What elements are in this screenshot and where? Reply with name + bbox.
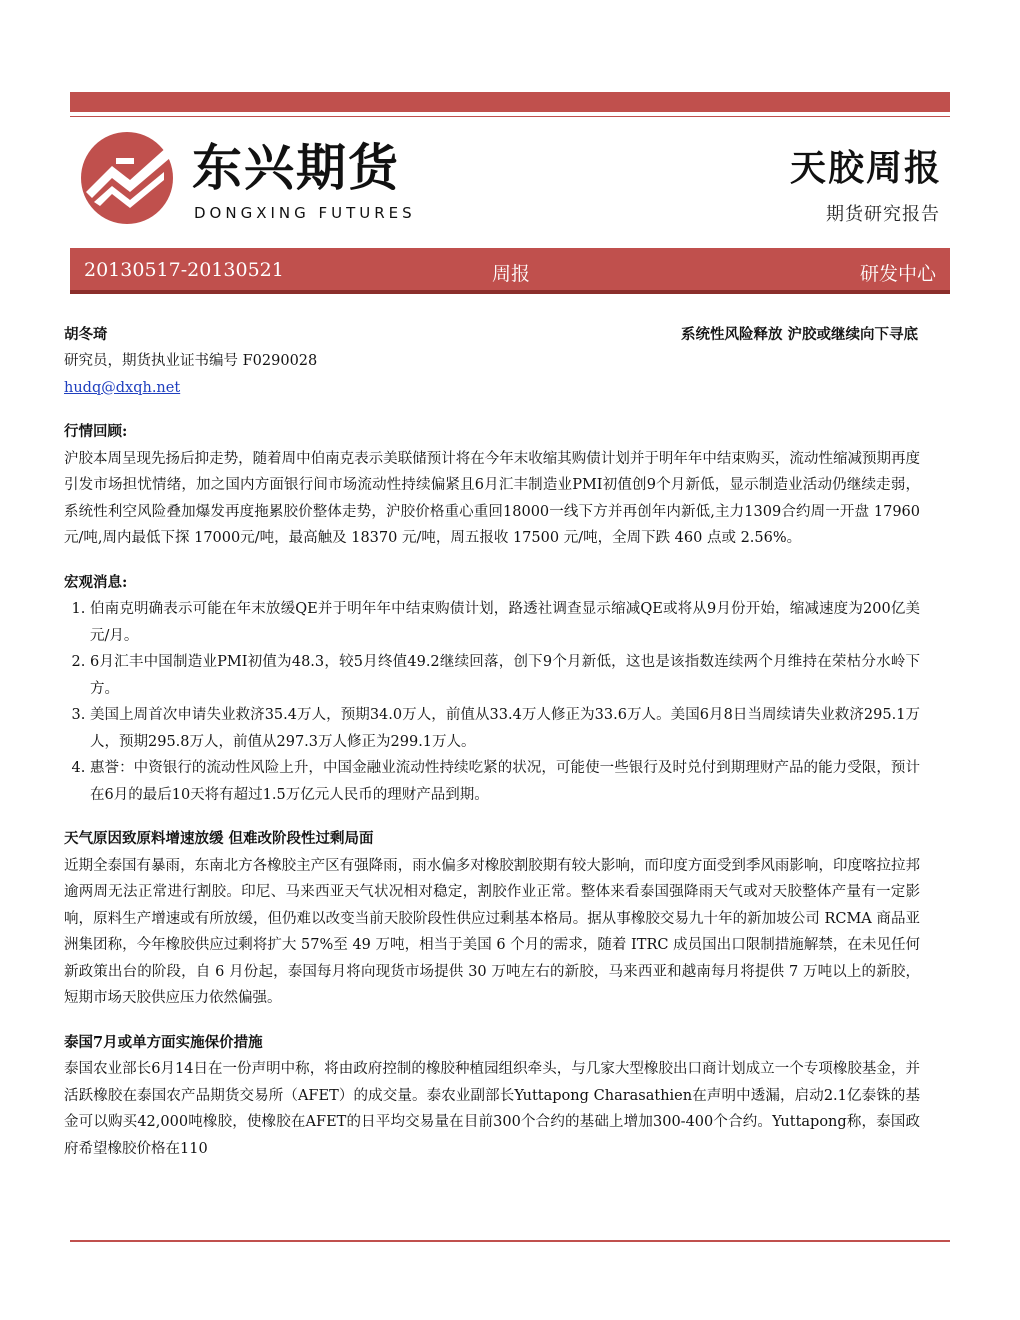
section-heading-macro: 宏观消息:: [64, 573, 128, 591]
list-item: 4. 惠誉：中资银行的流动性风险上升，中国金融业流动性持续吃紧的状况，可能使一些银行及时兑付到期理财产品的能力受限，预计在6月的最后10天将有超过1.5万亿元人民币的理财产品到期。: [90, 755, 920, 808]
author-title: 研究员，期货执业证书编号 F0290028: [64, 353, 318, 369]
report-department: 研发中心: [859, 263, 936, 285]
report-type: 周报: [492, 263, 531, 285]
info-band: [70, 248, 950, 294]
author-row: [64, 322, 920, 348]
macro-news-list: [64, 596, 920, 808]
list-item: 1. 伯南克明确表示可能在年末放缓QE并于明年年中结束购债计划，路透社调查显示缩减QE或将从9月份开始，缩减速度为200亿美元/月。: [90, 596, 920, 649]
header-top-rule: [70, 116, 950, 117]
dongxing-logo-icon: [72, 128, 182, 228]
author-name: 胡冬琦: [64, 326, 108, 343]
list-item: 2. 6月汇丰中国制造业PMI初值为48.3，较5月终值49.2继续回落，创下9个月新低，这也是该指数连续两个月维持在荣枯分水岭下方。: [90, 649, 920, 702]
report-title: 天胶周报: [789, 147, 942, 189]
logo-chinese-name: 东兴期货: [192, 139, 400, 197]
thailand-paragraph: 泰国农业部长6月14日在一份声明中称，将由政府控制的橡胶种植园组织牵头，与几家大型橡胶出口商计划成立一个专项橡胶基金，并活跃橡胶在泰国农产品期货交易所（AFET）的成交量。泰农业副部长Yuttapong Charasathien在声明中透漏，启动2.1亿泰铢的基金可以购买42,000吨橡胶，使橡胶在AFET的日平均交易量在目前300个合约的基础上增加300-400个合约。Yuttapong称，泰国政府希望橡胶价格在110: [64, 1061, 920, 1157]
report-date-range: 20130517-20130521: [84, 259, 284, 281]
report-subtitle: 期货研究报告: [826, 204, 940, 225]
list-item: 3. 美国上周首次申请失业救济35.4万人，预期34.0万人，前值从33.4万人修正为33.6万人。美国6月8日当周续请失业救济295.1万人，预期295.8万人，前值从297.3万人修正为299.1万人。: [90, 702, 920, 755]
section-heading-weather: 天气原因致原料增速放缓 但难改阶段性过剩局面: [64, 830, 374, 847]
author-email-link[interactable]: hudq@dxqh.net: [64, 379, 181, 396]
company-logo: [72, 128, 432, 228]
section-heading-thailand: 泰国7月或单方面实施保价措施: [64, 1033, 263, 1051]
header-top-bar: [70, 92, 950, 112]
logo-english-name: DONGXING FUTURES: [194, 204, 416, 222]
weather-paragraph: 近期全泰国有暴雨，东南北方各橡胶主产区有强降雨，雨水偏多对橡胶割胶期有较大影响，而印度方面受到季风雨影响，印度喀拉拉邦逾两周无法正常进行割胶。印尼、马来西亚天气状况相对稳定，割胶作业正常。整体来看泰国强降雨天气或对天胶整体产量有一定影响，原料生产增速或有所放缓，但仍难以改变当前天胶阶段性供应过剩基本格局。据从事橡胶交易九十年的新加坡公司 RCMA 商品亚洲集团称，今年橡胶供应过剩将扩大 57%至 49 万吨，相当于美国 6 个月的需求，随着 ITRC 成员国出口限制措施解禁，在未见任何新政策出台的阶段，自 6 月份起，泰国每月将向现货市场提供 30 万吨左右的新胶，马来西亚和越南每月将提供 7 万吨以上的新胶，短期市场天胶供应压力依然偏强。: [64, 857, 920, 1006]
review-paragraph: 沪胶本周呈现先扬后抑走势，随着周中伯南克表示美联储预计将在今年末收缩其购债计划并于明年年中结束购买，流动性缩减预期再度引发市场担忧情绪，加之国内方面银行间市场流动性持续偏紧且6月汇丰制造业PMI初值创9个月新低，显示制造业活动仍继续走弱，系统性利空风险叠加爆发再度拖累胶价整体走势，沪胶价格重心重回18000一线下方并再创年内新低,主力1309合约周一开盘 17960元/吨,周内最低下探 17000元/吨，最高触及 18370 元/吨，周五报收 17500 元/吨，全周下跌 460 点或 2.56%。: [64, 450, 920, 546]
footer-rule: [70, 1240, 950, 1242]
report-content: [64, 322, 920, 1162]
section-heading-review: 行情回顾:: [64, 423, 128, 440]
report-headline: 系统性风险释放 沪胶或继续向下寻底: [680, 326, 918, 343]
